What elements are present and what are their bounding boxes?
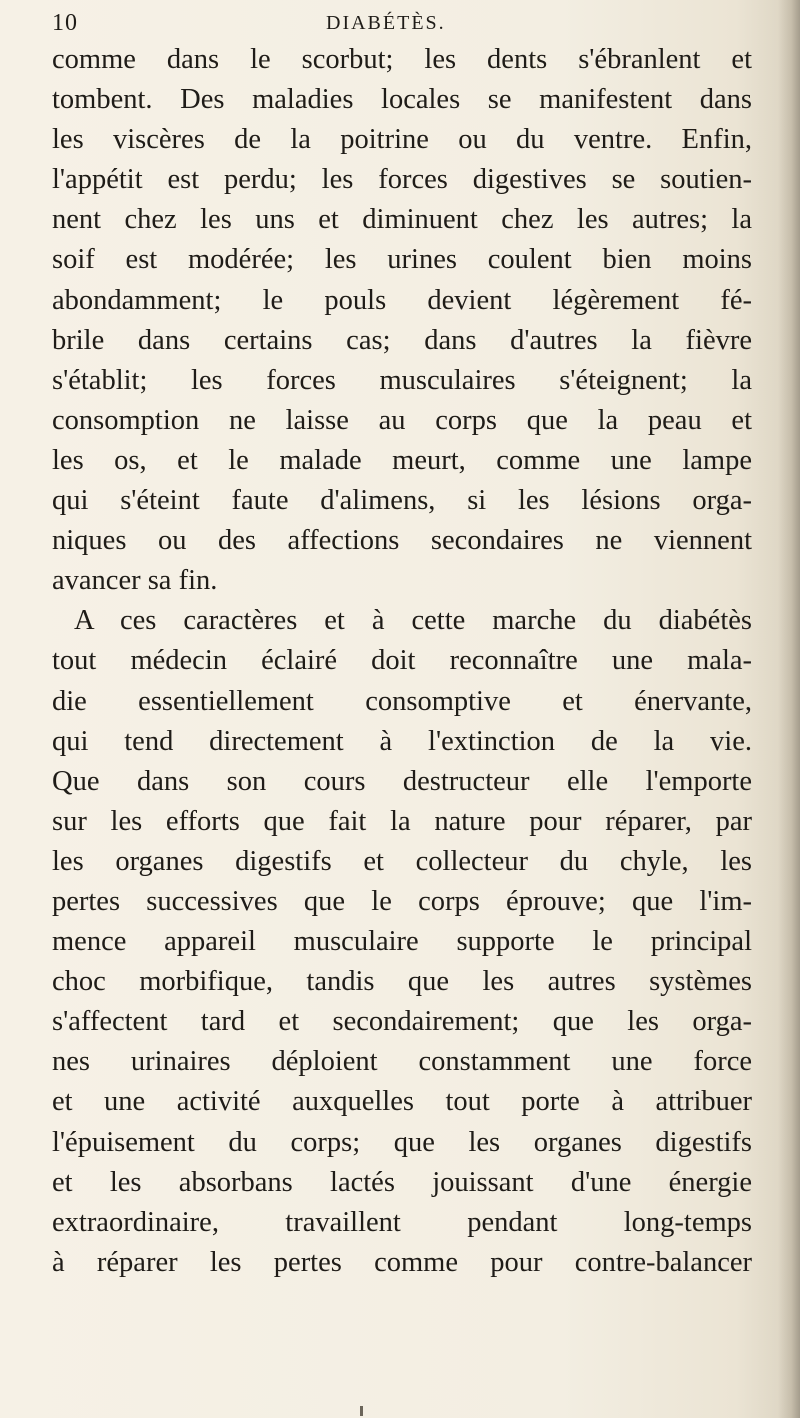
text-line: à réparer les pertes comme pour contre-balancer [52,1246,752,1278]
text-line: die essentiellement consomptive et énervante, [52,685,752,717]
text-line: niques ou des affections secondaires ne viennent [52,525,752,557]
body-text [52,40,752,1283]
text-line: consomption ne laisse au corps que la peau et [52,404,752,436]
text-line: et une activité auxquelles tout porte à attribuer [52,1086,752,1118]
text-line: tout médecin éclairé doit reconnaître une mala- [52,645,752,677]
page-number: 10 [52,10,78,36]
text-line: les viscères de la poitrine ou du ventre. Enfin, [52,124,752,156]
text-line: et les absorbans lactés jouissant d'une énergie [52,1166,752,1198]
text-line: les os, et le malade meurt, comme une lampe [52,444,752,476]
text-line: A ces caractères et à cette marche du diabétès [74,605,752,637]
text-line: brile dans certains cas; dans d'autres la fièvre [52,324,752,356]
text-line: abondamment; le pouls devient légèrement fé- [52,284,752,316]
text-line: tombent. Des maladies locales se manifestent dans [52,84,752,116]
text-line: l'épuisement du corps; que les organes digestifs [52,1126,752,1158]
text-line: mence appareil musculaire supporte le principal [52,926,752,958]
text-line: nent chez les uns et diminuent chez les autres; la [52,204,752,236]
text-line: choc morbifique, tandis que les autres systèmes [52,966,752,998]
page-edge-shadow [778,0,800,1418]
text-line: comme dans le scorbut; les dents s'ébranlent et [52,44,752,75]
text-line: sur les efforts que fait la nature pour réparer, par [52,805,752,837]
page-header [52,8,752,38]
text-line: s'établit; les forces musculaires s'éteignent; la [52,364,752,396]
text-line: qui s'éteint faute d'alimens, si les lésions orga- [52,485,752,517]
print-mark [360,1406,363,1416]
text-line: nes urinaires déploient constamment une force [52,1046,752,1078]
text-line: pertes successives que le corps éprouve; que l'im- [52,885,752,917]
text-line: les organes digestifs et collecteur du chyle, les [52,845,752,877]
text-line: qui tend directement à l'extinction de la vie. [52,725,752,757]
text-line: Que dans son cours destructeur elle l'emporte [52,765,752,797]
text-line: avancer sa fin. [52,565,218,597]
text-line: s'affectent tard et secondairement; que les orga- [52,1006,752,1038]
text-line: soif est modérée; les urines coulent bien moins [52,244,752,276]
running-title: DIABÉTÈS. [326,12,446,34]
text-line: extraordinaire, travaillent pendant long-temps [52,1206,752,1238]
text-line: l'appétit est perdu; les forces digestives se soutien- [52,164,752,196]
